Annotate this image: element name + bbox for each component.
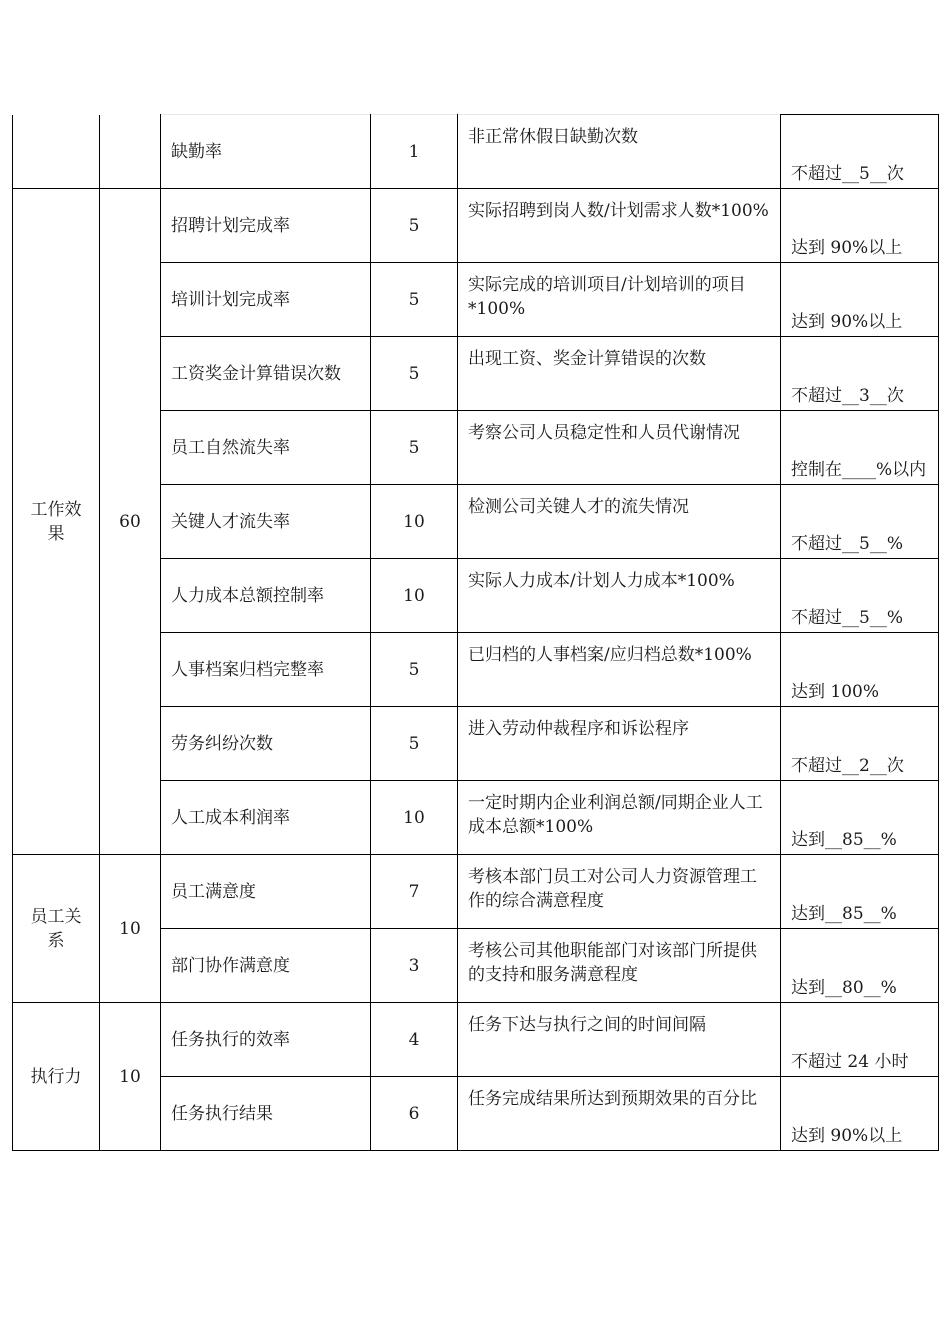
indicator-target: 不超过__5__% — [781, 559, 939, 633]
table-row — [13, 855, 939, 929]
weight-cell: 10 — [100, 855, 161, 1003]
indicator-name: 员工满意度 — [161, 855, 371, 929]
category-cell: 员工关系 — [13, 855, 100, 1003]
weight-cell: 60 — [100, 189, 161, 855]
indicator-score: 6 — [371, 1077, 458, 1151]
indicator-target: 达到__85__% — [781, 781, 939, 855]
indicator-name: 人事档案归档完整率 — [161, 633, 371, 707]
indicator-name: 人工成本利润率 — [161, 781, 371, 855]
indicator-target: 达到__85__% — [781, 855, 939, 929]
indicator-score: 4 — [371, 1003, 458, 1077]
indicator-name: 缺勤率 — [161, 115, 371, 189]
indicator-score: 10 — [371, 485, 458, 559]
indicator-target: 达到 90%以上 — [781, 189, 939, 263]
indicator-name: 工资奖金计算错误次数 — [161, 337, 371, 411]
indicator-score: 5 — [371, 411, 458, 485]
indicator-score: 5 — [371, 263, 458, 337]
weight-cell-empty — [100, 115, 161, 189]
indicator-description: 出现工资、奖金计算错误的次数 — [458, 337, 781, 411]
indicator-description: 任务完成结果所达到预期效果的百分比 — [458, 1077, 781, 1151]
indicator-name: 部门协作满意度 — [161, 929, 371, 1003]
category-cell-empty — [13, 115, 100, 189]
indicator-target: 控制在____%以内 — [781, 411, 939, 485]
indicator-score: 5 — [371, 633, 458, 707]
indicator-description: 考察公司人员稳定性和人员代谢情况 — [458, 411, 781, 485]
indicator-name: 人力成本总额控制率 — [161, 559, 371, 633]
category-cell: 工作效果 — [13, 189, 100, 855]
indicator-target: 达到 100% — [781, 633, 939, 707]
indicator-target: 不超过__5__次 — [781, 115, 939, 189]
indicator-target: 不超过__5__% — [781, 485, 939, 559]
indicator-score: 5 — [371, 189, 458, 263]
indicator-description: 已归档的人事档案/应归档总数*100% — [458, 633, 781, 707]
indicator-score: 1 — [371, 115, 458, 189]
indicator-name: 劳务纠纷次数 — [161, 707, 371, 781]
indicator-description: 考核公司其他职能部门对该部门所提供的支持和服务满意程度 — [458, 929, 781, 1003]
indicator-description: 考核本部门员工对公司人力资源管理工作的综合满意程度 — [458, 855, 781, 929]
indicator-score: 5 — [371, 707, 458, 781]
indicator-score: 10 — [371, 559, 458, 633]
indicator-target: 达到 90%以上 — [781, 1077, 939, 1151]
indicator-name: 任务执行的效率 — [161, 1003, 371, 1077]
indicator-description: 一定时期内企业利润总额/同期企业人工成本总额*100% — [458, 781, 781, 855]
table-row — [13, 115, 939, 189]
indicator-target: 达到 90%以上 — [781, 263, 939, 337]
indicator-description: 实际招聘到岗人数/计划需求人数*100% — [458, 189, 781, 263]
indicator-description: 实际完成的培训项目/计划培训的项目*100% — [458, 263, 781, 337]
indicator-name: 员工自然流失率 — [161, 411, 371, 485]
kpi-table — [12, 114, 939, 1151]
indicator-score: 10 — [371, 781, 458, 855]
indicator-score: 7 — [371, 855, 458, 929]
indicator-target: 达到__80__% — [781, 929, 939, 1003]
indicator-description: 任务下达与执行之间的时间间隔 — [458, 1003, 781, 1077]
table-row — [13, 189, 939, 263]
indicator-name: 培训计划完成率 — [161, 263, 371, 337]
indicator-score: 5 — [371, 337, 458, 411]
indicator-target: 不超过__2__次 — [781, 707, 939, 781]
indicator-name: 招聘计划完成率 — [161, 189, 371, 263]
table-row — [13, 1003, 939, 1077]
indicator-name: 关键人才流失率 — [161, 485, 371, 559]
weight-cell: 10 — [100, 1003, 161, 1151]
indicator-description: 实际人力成本/计划人力成本*100% — [458, 559, 781, 633]
indicator-description: 检测公司关键人才的流失情况 — [458, 485, 781, 559]
indicator-description: 进入劳动仲裁程序和诉讼程序 — [458, 707, 781, 781]
indicator-score: 3 — [371, 929, 458, 1003]
category-cell: 执行力 — [13, 1003, 100, 1151]
indicator-target: 不超过__3__次 — [781, 337, 939, 411]
indicator-target: 不超过 24 小时 — [781, 1003, 939, 1077]
indicator-description: 非正常休假日缺勤次数 — [458, 115, 781, 189]
indicator-name: 任务执行结果 — [161, 1077, 371, 1151]
